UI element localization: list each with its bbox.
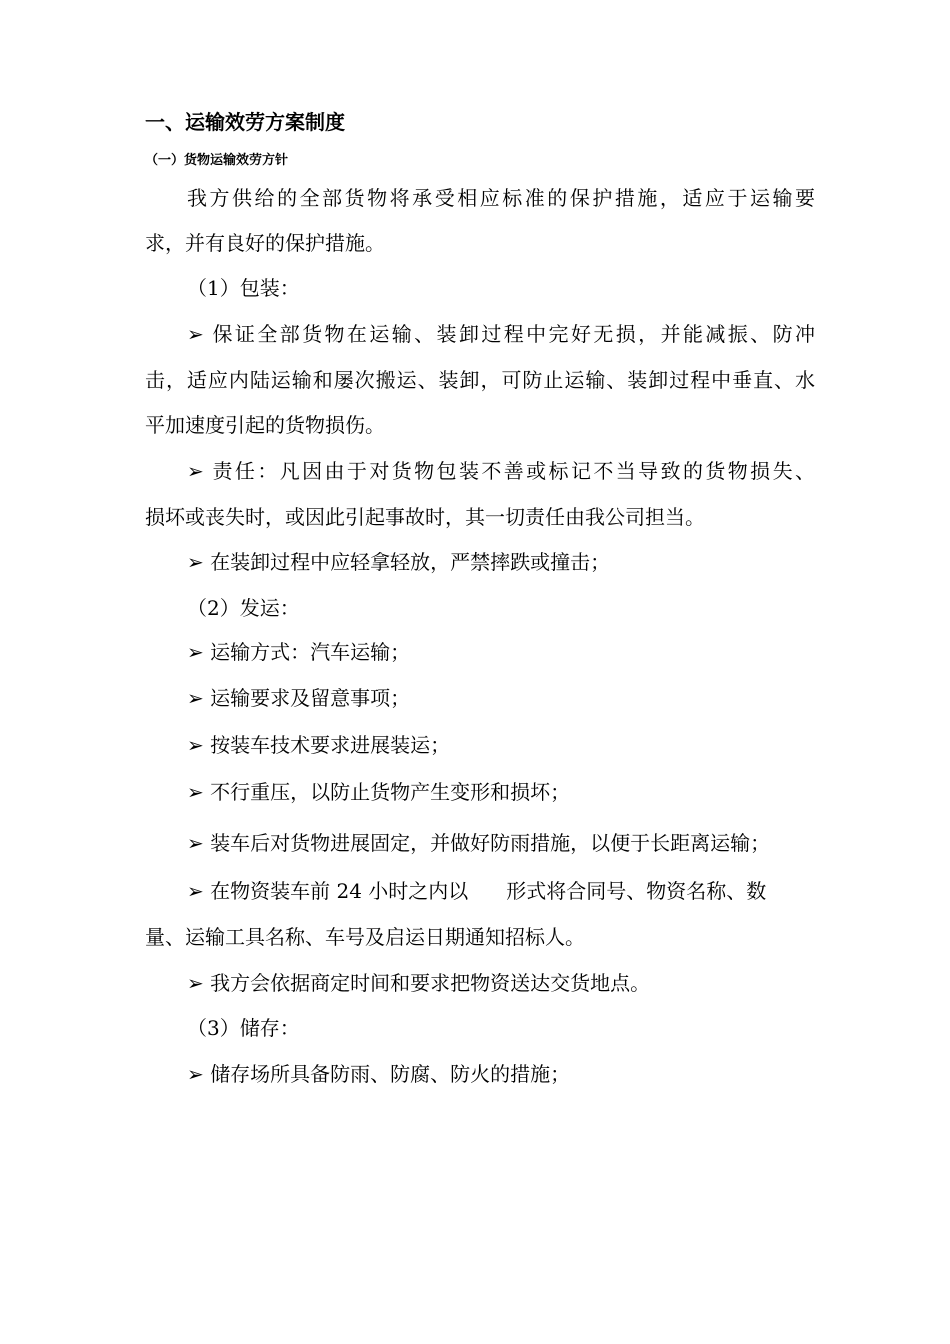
shipping-heading: （2）发运： <box>187 596 300 620</box>
shipping-bullet-6-text-b: 形式将合同号、物资名称、数 <box>506 879 767 903</box>
shipping-bullet-7: ➢ 我方会依据商定时间和要求把物资送达交货地点。 <box>187 971 651 995</box>
shipping-bullet-5: ➢ 装车后对货物进展固定，并做好防雨措施，以便于长距离运输； <box>187 831 771 855</box>
shipping-bullet-1: ➢ 运输方式：汽车运输； <box>187 640 411 664</box>
section-heading: 一、运输效劳方案制度 <box>145 110 345 134</box>
shipping-bullet-3: ➢ 按装车技术要求进展装运； <box>187 733 451 757</box>
packaging-bullet-3: ➢ 在装卸过程中应轻拿轻放，严禁摔跌或撞击； <box>187 550 611 574</box>
packaging-bullet-2-line-2: 损坏或丧失时，或因此引起事故时，其一切责任由我公司担当。 <box>145 505 705 529</box>
storage-bullet-1: ➢ 储存场所具备防雨、防腐、防火的措施； <box>187 1062 571 1086</box>
shipping-bullet-6-line-1 <box>187 877 766 905</box>
subsection-heading: （一）货物运输效劳方针 <box>145 153 289 168</box>
shipping-bullet-6-text-a: ➢ 在物资装车前 24 小时之内以 <box>187 879 469 903</box>
packaging-bullet-1-line-1: ➢ 保证全部货物在运输、装卸过程中完好无损，并能减振、防冲 <box>187 322 815 346</box>
intro-line-2: 求，并有良好的保护措施。 <box>145 231 385 255</box>
packaging-bullet-2-line-1: ➢ 责任：凡因由于对货物包装不善或标记不当导致的货物损失、 <box>187 459 815 483</box>
packaging-heading: （1）包装： <box>187 276 300 300</box>
intro-line-1: 我方供给的全部货物将承受相应标准的保护措施，适应于运输要 <box>187 186 815 210</box>
shipping-bullet-4: ➢ 不行重压，以防止货物产生变形和损坏； <box>187 780 571 804</box>
packaging-bullet-1-line-2: 击，适应内陆运输和屡次搬运、装卸，可防止运输、装卸过程中垂直、水 <box>145 368 815 392</box>
shipping-bullet-2: ➢ 运输要求及留意事项； <box>187 686 411 710</box>
shipping-bullet-6-line-2: 量、运输工具名称、车号及启运日期通知招标人。 <box>145 925 585 949</box>
storage-heading: （3）储存： <box>187 1016 300 1040</box>
packaging-bullet-1-line-3: 平加速度引起的货物损伤。 <box>145 413 385 437</box>
